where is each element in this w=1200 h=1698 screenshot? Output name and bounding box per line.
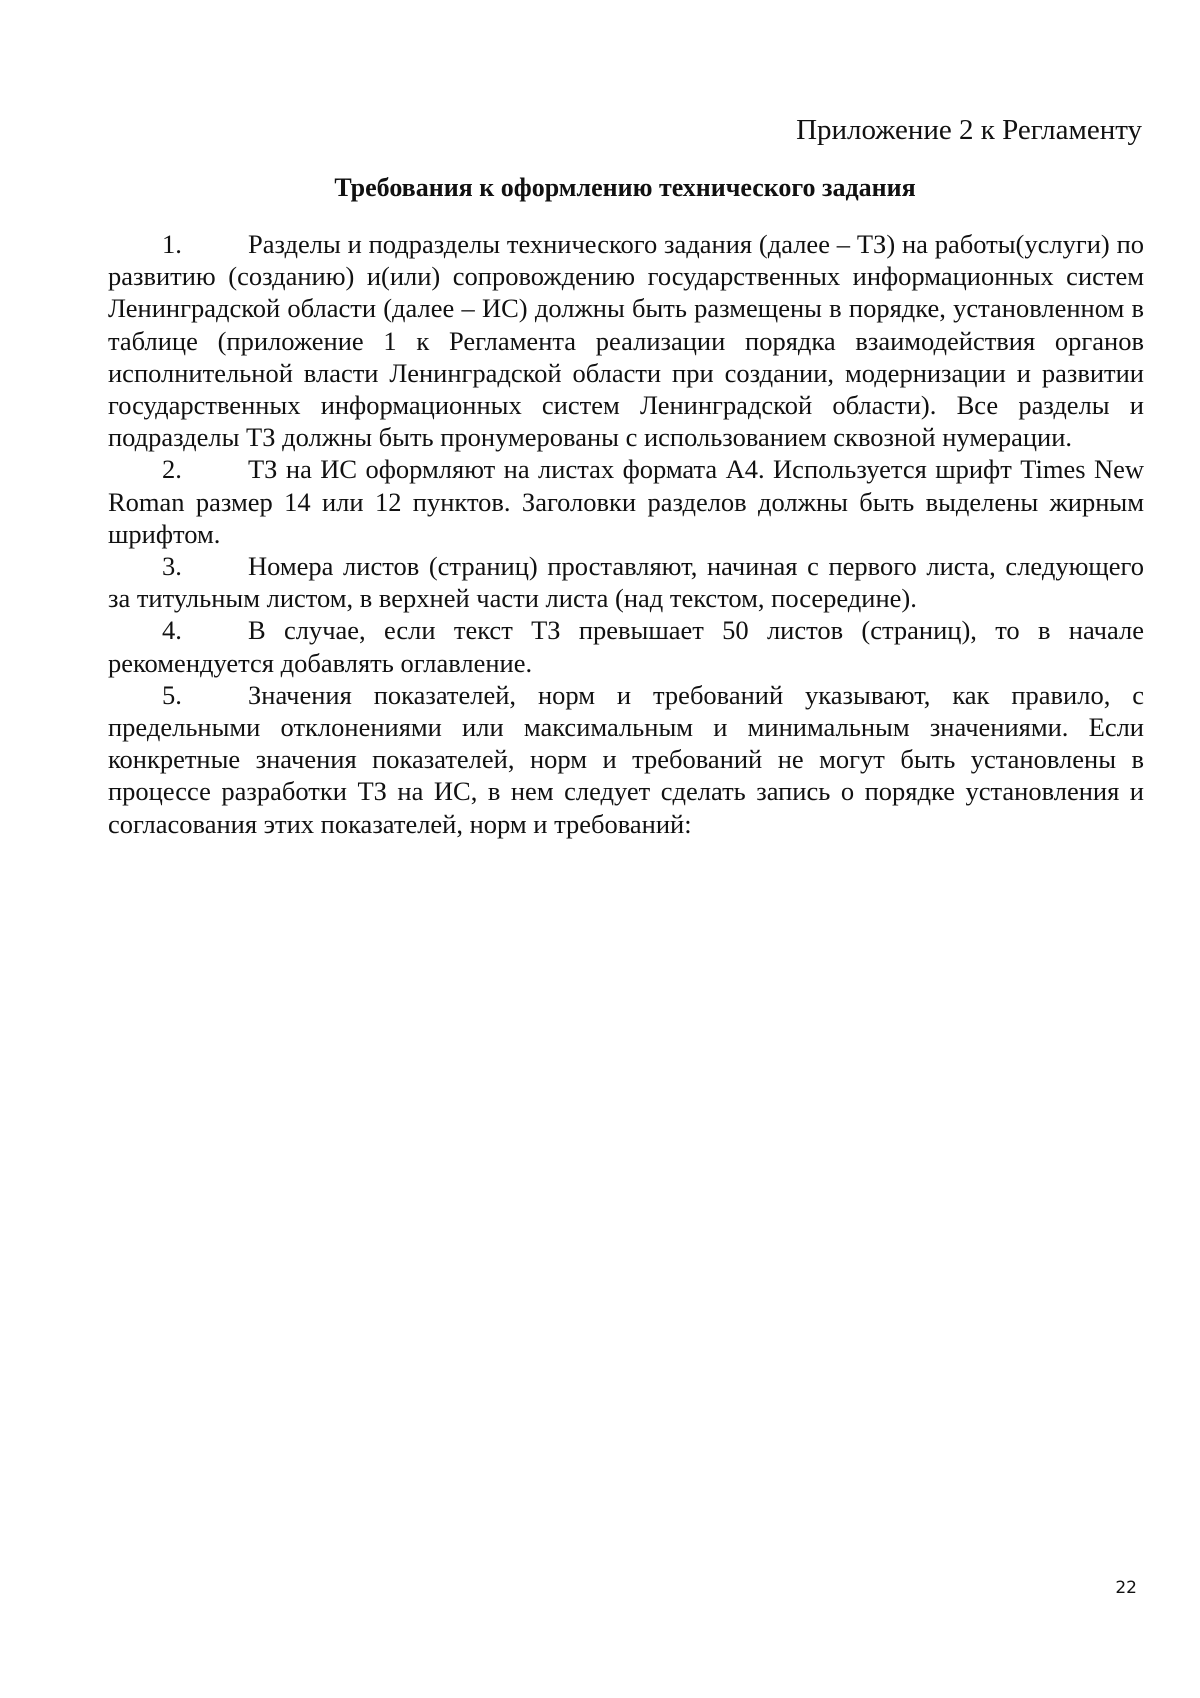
requirement-number: 5. [162, 679, 182, 710]
page-number: 22 [1115, 1578, 1137, 1598]
requirement-number: 4. [162, 615, 182, 646]
requirement-text: В случае, если текст ТЗ превышает 50 листов (страниц), то в начале рекомендуется добавлять оглавление. [108, 615, 1144, 678]
requirement-item-4 [108, 614, 1144, 678]
requirement-item-3 [108, 550, 1144, 614]
requirement-number: 1. [162, 229, 182, 259]
requirement-text: Значения показателей, норм и требований указывают, как правило, с предельными отклонениями или максимальным и минимальным значениями. Если конкретные значения показателей, норм и требований не могут быть установлены в процессе разработки ТЗ на ИС, в нем следует сделать запись о порядке установления и согласования этих показателей, норм и требований: [108, 679, 1144, 839]
requirement-text: Разделы и подразделы технического задания (далее – ТЗ) на работы(услуги) по развитию (созданию) и(или) сопровождению государственных информационных систем Ленинградской области (далее – ИС) должны быть размещены в порядке, установленном в таблице (приложение 1 к Регламента реализации порядка взаимодействия органов исполнительной власти Ленинградской области при создании, модернизации и развитии государственных информационных систем Ленинградской области). Все разделы и подразделы ТЗ должны быть пронумерованы с использованием сквозной нумерации. [108, 229, 1144, 453]
requirement-number: 3. [162, 551, 182, 582]
appendix-label: Приложение 2 к Регламенту [796, 114, 1142, 146]
requirement-text: ТЗ на ИС оформляют на листах формата А4. Используется шрифт Times New Roman размер 14 или 12 пунктов. Заголовки разделов должны быть выделены жирным шрифтом. [108, 454, 1144, 549]
requirement-text: Номера листов (страниц) проставляют, начиная с первого листа, следующего за титульным листом, в верхней части листа (над текстом, посередине). [108, 551, 1144, 614]
requirement-item-1 [108, 228, 1144, 453]
requirement-item-5 [108, 679, 1144, 840]
requirements-list [108, 228, 1144, 840]
requirement-number: 2. [162, 454, 182, 485]
document-title: Требования к оформлению технического задания [334, 173, 916, 202]
requirement-item-2 [108, 453, 1144, 550]
